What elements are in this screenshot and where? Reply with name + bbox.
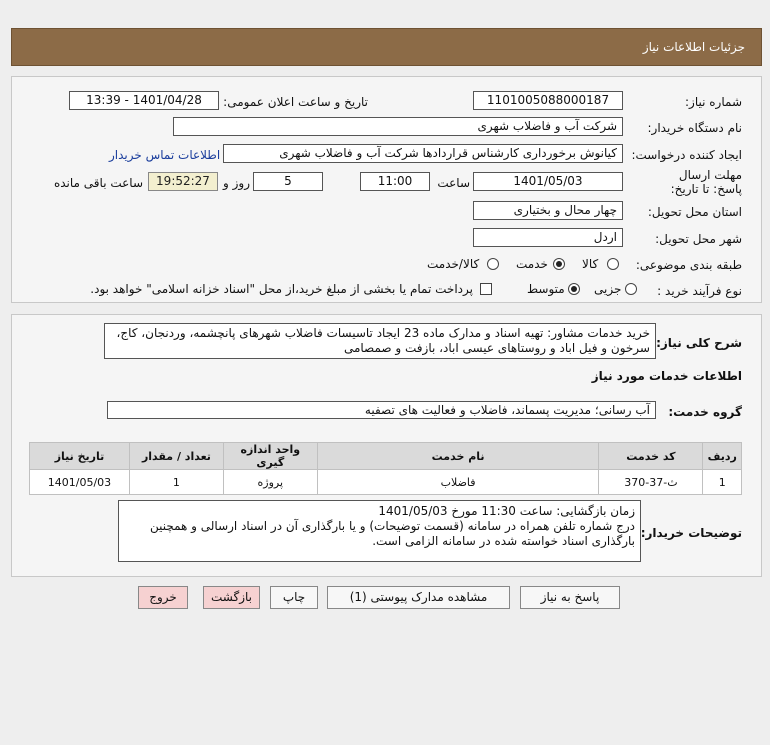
col-header-code: کد خدمت (599, 443, 703, 470)
cell-quantity: 1 (129, 470, 223, 495)
table-row (30, 470, 742, 495)
city-label: شهر محل تحویل: (655, 232, 742, 246)
announce-date-label: تاریخ و ساعت اعلان عمومی: (223, 95, 368, 109)
remaining-label: ساعت باقی مانده (53, 176, 143, 190)
remaining-timer: 19:52:27 (148, 172, 218, 191)
process-radio-minor[interactable] (625, 283, 637, 295)
cell-date: 1401/05/03 (30, 470, 130, 495)
need-number-field: 1101005088000187 (473, 91, 623, 110)
page-header (11, 28, 762, 66)
process-option-medium: متوسط (527, 282, 565, 296)
col-header-unit: واحد اندازه گیری (223, 443, 317, 470)
province-field: چهار محال و بختیاری (473, 201, 623, 220)
col-header-date: تاریخ نیاز (30, 443, 130, 470)
category-option-goods-service: کالا/خدمت (427, 257, 480, 271)
buyer-contact-link[interactable]: اطلاعات تماس خریدار (109, 148, 221, 162)
announce-date-field: 1401/04/28 - 13:39 (69, 91, 219, 110)
requester-label: ایجاد کننده درخواست: (631, 148, 742, 162)
col-header-name: نام خدمت (317, 443, 599, 470)
category-radio-service[interactable] (553, 258, 565, 270)
exit-button[interactable]: خروج (138, 586, 188, 609)
col-header-row: ردیف (703, 443, 742, 470)
need-number-label: شماره نیاز: (685, 95, 742, 109)
view-attachments-button[interactable]: مشاهده مدارک پیوستی (1) (327, 586, 510, 609)
description-label: شرح کلی نیاز: (656, 336, 742, 350)
requester-field: کیانوش برخورداری کارشناس قراردادها شرکت آب و فاضلاب شهری (223, 144, 623, 163)
treasury-payment-note: پرداخت تمام یا بخشی از مبلغ خرید،از محل "اسناد خزانه اسلامی" خواهد بود. (90, 282, 473, 296)
cell-name: فاضلاب (317, 470, 599, 495)
service-group-field: آب رسانی؛ مدیریت پسماند، فاضلاب و فعالیت های تصفیه (107, 401, 656, 419)
process-label: نوع فرآیند خرید : (657, 284, 742, 298)
services-table (29, 442, 742, 495)
service-group-label: گروه خدمت: (668, 405, 742, 419)
cell-unit: پروژه (223, 470, 317, 495)
days-label: روز و (223, 176, 250, 190)
buyer-field: شرکت آب و فاضلاب شهری (173, 117, 623, 136)
print-button[interactable]: چاپ (270, 586, 318, 609)
category-option-goods: کالا (582, 257, 599, 271)
reply-button[interactable]: پاسخ به نیاز (520, 586, 620, 609)
province-label: استان محل تحویل: (647, 205, 742, 219)
treasury-payment-checkbox[interactable] (480, 283, 492, 295)
deadline-time-label: ساعت (437, 176, 470, 190)
page-title: جزئیات اطلاعات نیاز (642, 40, 745, 54)
category-label: طبقه بندی موضوعی: (635, 258, 742, 272)
category-option-service: خدمت (516, 257, 548, 271)
deadline-date-field: 1401/05/03 (473, 172, 623, 191)
category-radio-goods-service[interactable] (487, 258, 499, 270)
buyer-label: نام دستگاه خریدار: (647, 121, 742, 135)
col-header-quantity: تعداد / مقدار (129, 443, 223, 470)
deadline-time-field: 11:00 (360, 172, 430, 191)
city-field: اردل (473, 228, 623, 247)
cell-code: ث-37-370 (599, 470, 703, 495)
process-radio-medium[interactable] (568, 283, 580, 295)
services-heading: اطلاعات خدمات مورد نیاز (591, 369, 742, 383)
days-field: 5 (253, 172, 323, 191)
description-text: خرید خدمات مشاور: تهیه اسناد و مدارک ماده 23 ایجاد تاسیسات فاضلاب شهرهای پانچشمه، وردنجان، کاج، سرخون و فیل اباد و روستاهای عیسی اباد، بازفت و صمصامی (104, 323, 656, 359)
deadline-label: مهلت ارسال پاسخ: تا تاریخ: (670, 168, 742, 196)
category-radio-goods[interactable] (607, 258, 619, 270)
back-button[interactable]: بازگشت (203, 586, 260, 609)
cell-row: 1 (703, 470, 742, 495)
buyer-notes-label: توضیحات خریدار: (640, 526, 742, 540)
buyer-notes-text: زمان بازگشایی: ساعت 11:30 مورخ 1401/05/03 درج شماره تلفن همراه در سامانه (قسمت توضیحات) و یا بارگذاری آن در اسناد ارسالی و همچنین بارگذاری اسناد خواسته شده در سامانه الزامی است. (118, 500, 641, 562)
process-option-minor: جزیی (594, 282, 622, 296)
